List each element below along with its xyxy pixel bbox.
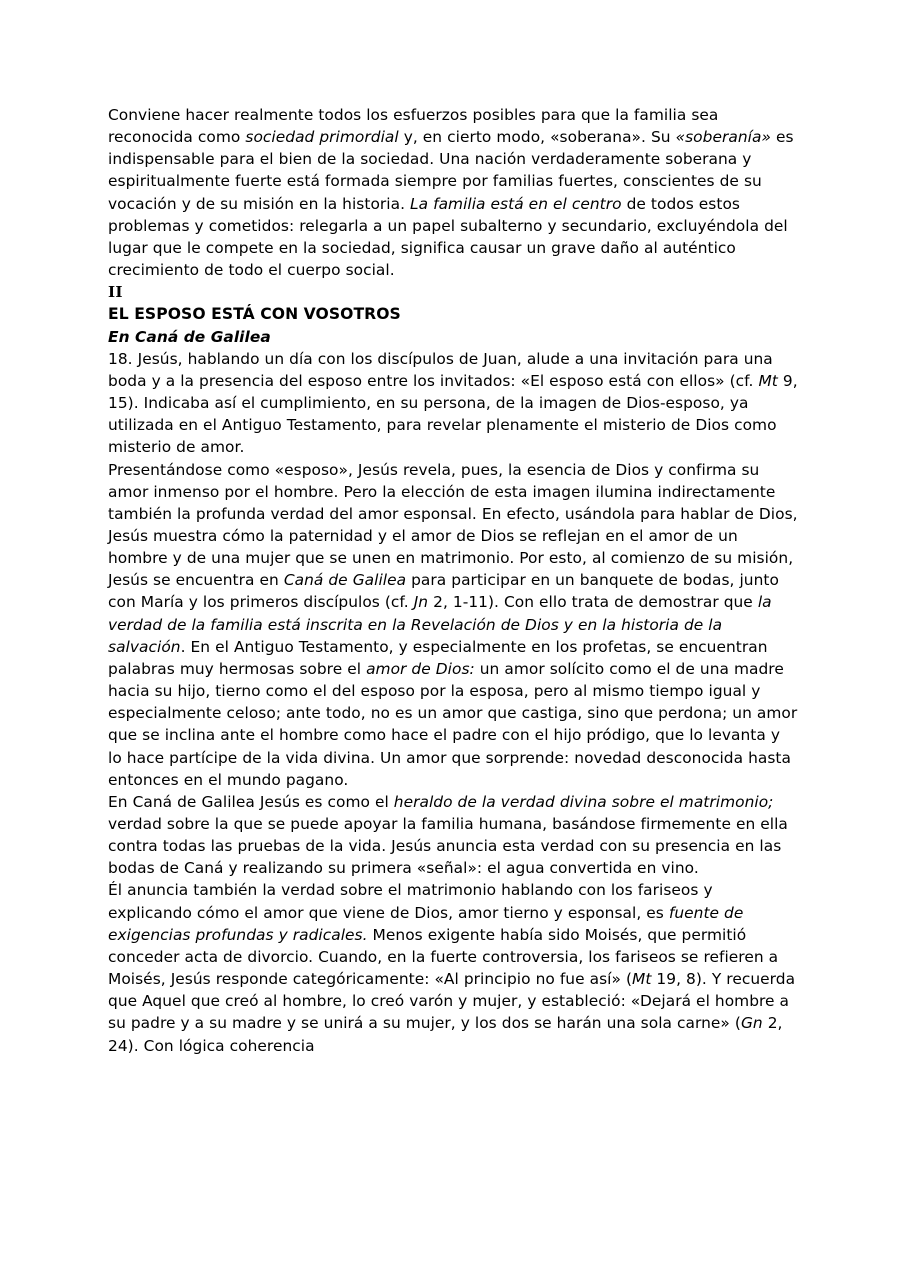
text-run: fuente de exigencias profundas y radicales. — [108, 903, 744, 944]
text-run: la verdad de la familia está inscrita en la Revelación de Dios y en la historia de la salvación — [108, 593, 772, 656]
text-column — [108, 104, 798, 1057]
heading-main — [108, 303, 798, 325]
text-run: heraldo de la verdad divina sobre el matrimonio; — [393, 792, 774, 811]
text-run: Mt — [758, 371, 778, 390]
text-run: Mt — [632, 970, 652, 989]
para-heraldo — [108, 791, 798, 880]
para-anuncia — [108, 879, 798, 1056]
para-presentandose — [108, 459, 798, 791]
heading-sub — [108, 326, 798, 348]
text-run: 2, 24). Con lógica coherencia — [108, 1014, 783, 1055]
text-run: de todos estos problemas y cometidos: relegarla a un papel subalterno y secundario, excluyéndola del lugar que le compete en la sociedad, significa causar un grave daño al auténtico crecimiento de todo el cuerpo social. — [108, 194, 788, 280]
text-run: verdad sobre la que se puede apoyar la familia humana, basándose firmemente en ella contra todas las pruebas de la vida. Jesús anuncia esta verdad con su presencia en las bodas de Caná y realizando su primera «señal»: el agua convertida en vino. — [108, 815, 788, 878]
text-run: 2, 1-11). Con ello trata de demostrar que — [428, 593, 758, 612]
para-18 — [108, 348, 798, 459]
text-run: «soberanía» — [675, 128, 771, 147]
text-run: La familia está en el centro — [410, 194, 622, 213]
text-run: un amor solícito como el de una madre hacia su hijo, tierno como el del esposo por la esposa, pero al mismo tiempo igual y especialmente celoso; ante todo, no es un amor que castiga, sino que perdona; un amor que se inclina ante el hombre como hace el padre con el hijo pródigo, que lo levanta y lo hace partícipe de la vida divina. Un amor que sorprende: novedad desconocida hasta entonces en el mundo pagano. — [108, 659, 798, 789]
text-run: Gn — [740, 1014, 763, 1033]
text-run: 18. Jesús, hablando un día con los discípulos de Juan, alude a una invitación para una boda y a la presencia del esposo entre los invitados: «El esposo está con ellos» (cf. — [108, 349, 773, 390]
text-run: es indispensable para el bien de la sociedad. Una nación verdaderamente soberana y espiritualmente fuerte está formada siempre por familias fuertes, conscientes de su vocación y de su misión en la historia. — [108, 128, 794, 213]
text-run: y, en cierto modo, «soberana». Su — [398, 128, 676, 147]
text-run: EL ESPOSO ESTÁ CON VOSOTROS — [108, 305, 401, 324]
text-run: Él anuncia también la verdad sobre el matrimonio hablando con los fariseos y explicando cómo el amor que viene de Dios, amor tierno y esponsal, es — [108, 881, 713, 922]
heading-numeral — [108, 281, 798, 303]
para-soberania — [108, 104, 798, 281]
text-run: Presentándose como «esposo», Jesús revela, pues, la esencia de Dios y confirma su amor inmenso por el hombre. Pero la elección de esta imagen ilumina indirectamente también la profunda verdad del amor esponsal. En efecto, usándola para hablar de Dios, Jesús muestra cómo la paternidad y el amor de Dios se reflejan en el amor de un hombre y de una mujer que se unen en matrimonio. Por esto, al comienzo de su misión, Jesús se encuentra en — [108, 460, 798, 590]
text-run: II — [108, 283, 123, 302]
text-run: 9, 15). Indicaba así el cumplimiento, en su persona, de la imagen de Dios-esposo, ya utilizada en el Antiguo Testamento, para revelar plenamente el misterio de Dios como misterio de amor. — [108, 371, 798, 457]
text-run: Caná de Galilea — [283, 571, 407, 590]
text-run: En Caná de Galilea — [108, 327, 271, 346]
text-run: En Caná de Galilea Jesús es como el — [108, 792, 394, 811]
text-run: Jn — [413, 593, 429, 612]
text-run: 19, 8). Y recuerda que Aquel que creó al hombre, lo creó varón y mujer, y estableció: «Dejará el hombre a su padre y a su madre y se unirá a su mujer, y los dos se harán una sola carne» ( — [108, 970, 796, 1033]
text-run: para participar en un banquete de bodas, junto con María y los primeros discípulos (cf. — [108, 571, 779, 612]
text-run: . En el Antiguo Testamento, y especialmente en los profetas, se encuentran palabras muy hermosas sobre el — [108, 637, 768, 678]
text-run: amor de Dios: — [366, 659, 475, 678]
text-run: sociedad primordial — [245, 128, 399, 147]
text-run: Menos exigente había sido Moisés, que permitió conceder acta de divorcio. Cuando, en la fuerte controversia, los fariseos se refieren a Moisés, Jesús responde categóricamente: «Al principio no fue así» ( — [108, 925, 779, 989]
text-run: Conviene hacer realmente todos los esfuerzos posibles para que la familia sea reconocida como — [108, 106, 719, 147]
